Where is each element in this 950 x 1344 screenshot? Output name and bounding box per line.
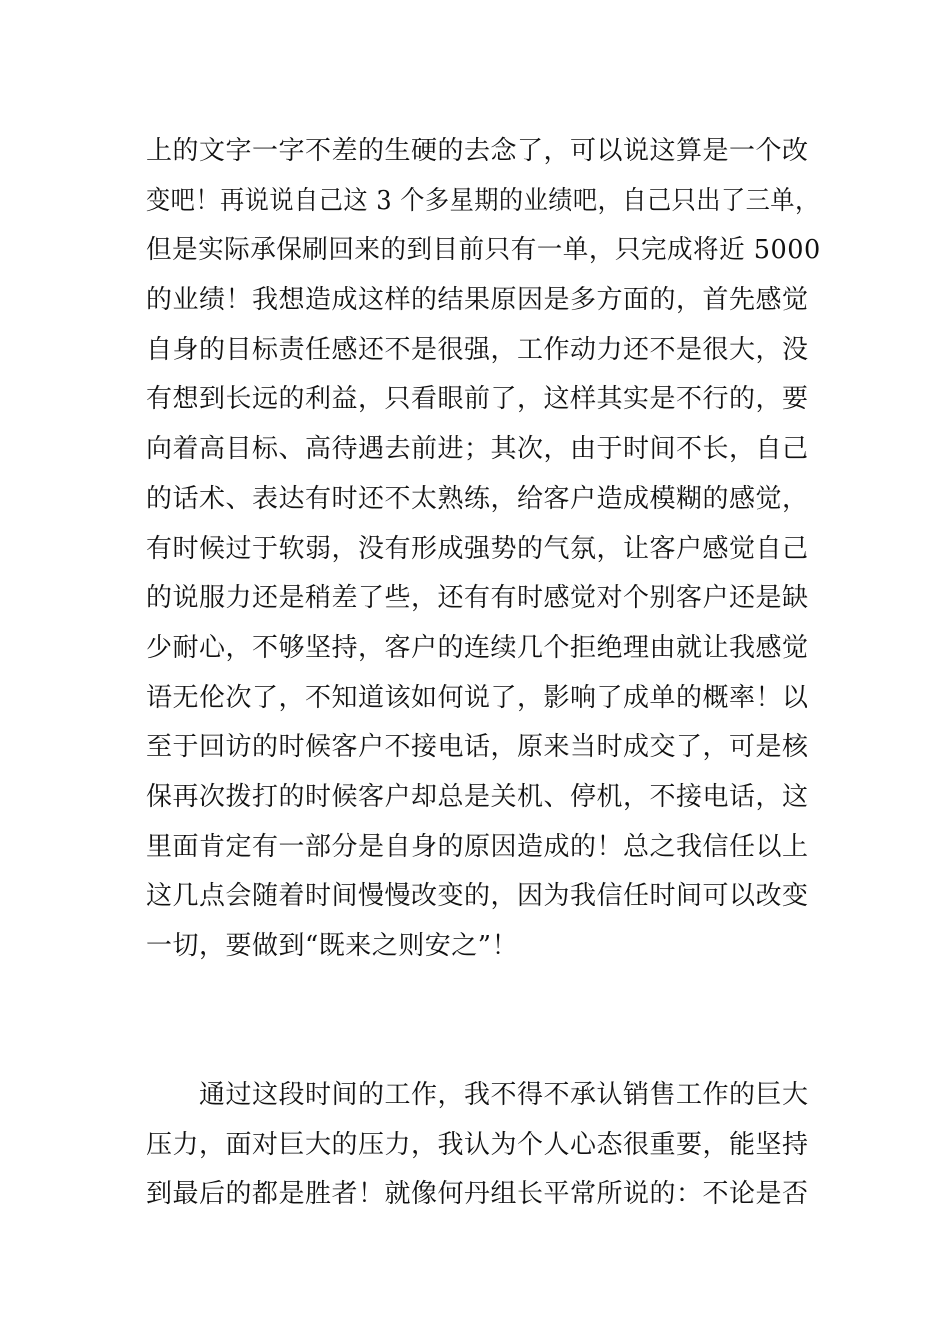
text-line: 一切，要做到“既来之则安之”！: [146, 931, 519, 961]
text-line: 里面肯定有一部分是自身的原因造成的！总之我信任以上: [146, 832, 809, 862]
text-line: 到最后的都是胜者！就像何丹组长平常所说的：不论是否: [146, 1179, 809, 1209]
text-line: 语无伦次了，不知道该如何说了，影响了成单的概率！以: [146, 683, 809, 713]
text-line: 至于回访的时候客户不接电话，原来当时成交了，可是核: [146, 732, 809, 762]
text-line: 自身的目标责任感还不是很强，工作动力还不是很大，没: [146, 335, 809, 365]
text-line: 保再次拨打的时候客户却总是关机、停机，不接电话，这: [146, 782, 809, 812]
text-line: 压力，面对巨大的压力，我认为个人心态很重要，能坚持: [146, 1130, 809, 1160]
text-line: 通过这段时间的工作，我不得不承认销售工作的巨大: [199, 1080, 809, 1110]
text-line: 有想到长远的利益，只看眼前了，这样其实是不行的，要: [146, 384, 809, 414]
text-line: 但是实际承保刷回来的到目前只有一单，只完成将近 5000: [146, 235, 821, 265]
text-line: 的话术、表达有时还不太熟练，给客户造成模糊的感觉，: [146, 484, 809, 514]
text-line: 这几点会随着时间慢慢改变的，因为我信任时间可以改变: [146, 881, 809, 911]
text-line: 上的文字一字不差的生硬的去念了，可以说这算是一个改: [146, 136, 809, 166]
text-line: 向着高目标、高待遇去前进；其次，由于时间不长，自己: [146, 434, 809, 464]
text-line: 变吧！再说说自己这 3 个多星期的业绩吧，自己只出了三单，: [146, 186, 820, 216]
text-line: 的业绩！我想造成这样的结果原因是多方面的，首先感觉: [146, 285, 809, 315]
text-line: 有时候过于软弱，没有形成强势的气氛，让客户感觉自己: [146, 534, 809, 564]
text-line: 的说服力还是稍差了些，还有有时感觉对个别客户还是缺: [146, 583, 809, 613]
text-line: 少耐心，不够坚持，客户的连续几个拒绝理由就让我感觉: [146, 633, 809, 663]
